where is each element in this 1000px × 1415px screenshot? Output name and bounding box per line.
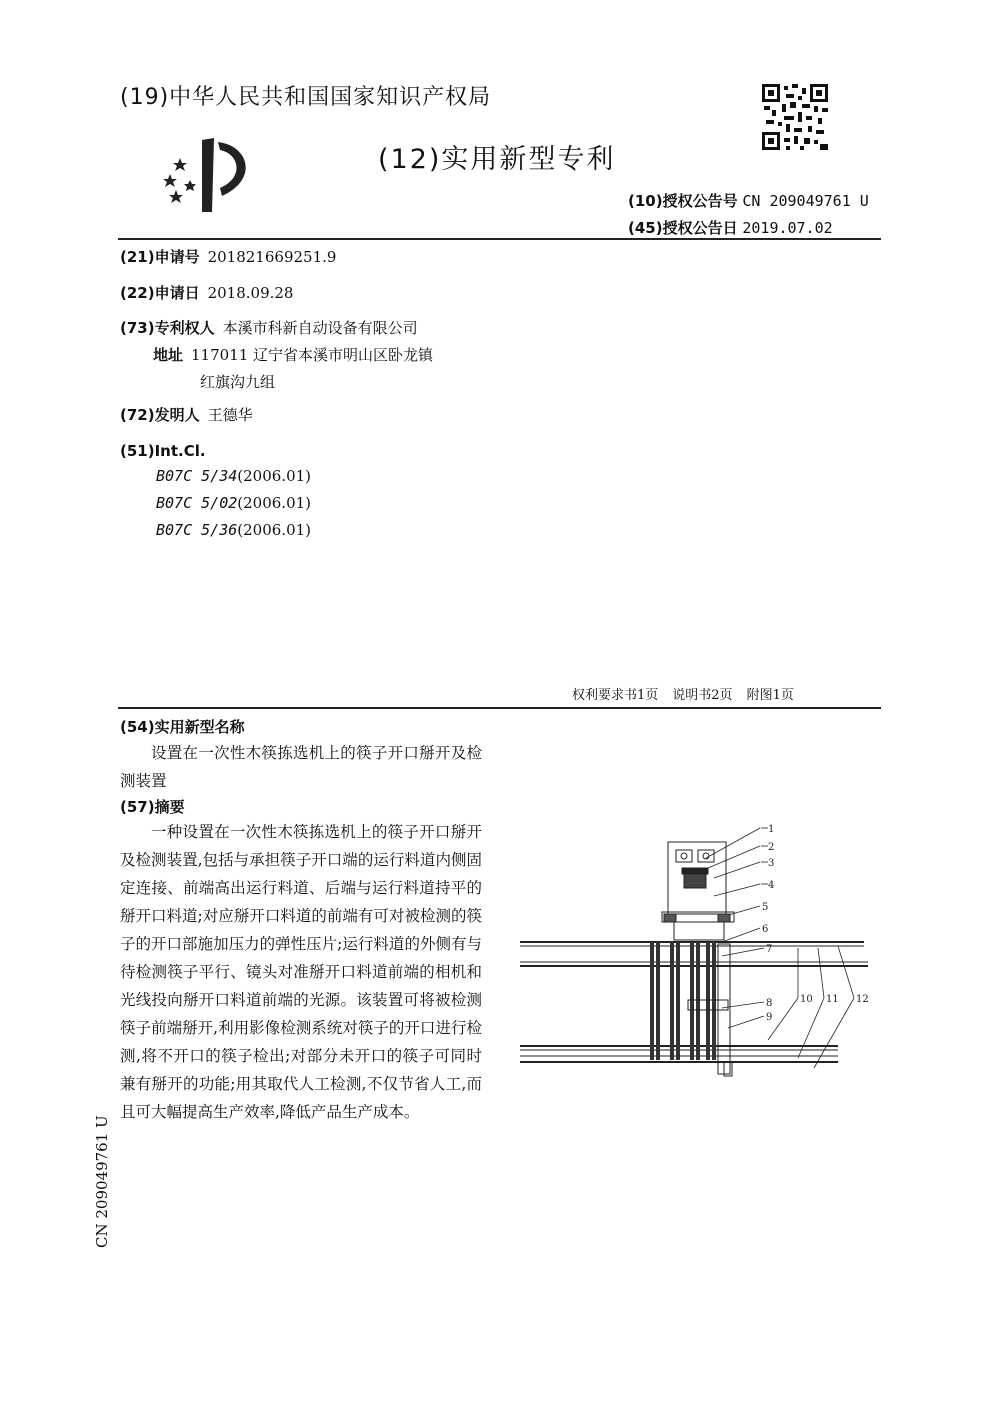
inventor-field [120, 404, 253, 426]
figure-label: 8 [766, 998, 773, 1009]
publication-date: 2019.07.02 [742, 219, 833, 237]
utility-model-title: 设置在一次性木筷拣选机上的筷子开口掰开及检测装置 [120, 744, 482, 790]
address-field [153, 344, 433, 366]
figure-label: 5 [762, 902, 769, 913]
chopstick-rows [650, 942, 716, 1060]
abstract-text: 一种设置在一次性木筷拣选机上的筷子开口掰开及检测装置,包括与承担筷子开口端的运行料道内侧固定连接、前端高出运行料道、后端与运行料道持平的掰开口料道;对应掰开口料道的前端有可对被检测的筷子的开口部施加压力的弹性压片;运行料道的外侧有与待检测筷子平行、镜头对准掰开口料道前端的相机和光线投向掰开口料道前端的光源。该装置可将被检测筷子前端掰开,利用影像检测系统对筷子的开口进行检测,将不开口的筷子检出;对部分未开口的筷子可同时兼有掰开的功能;用其取代人工检测,不仅节省人工,而且可大幅提高生产效率,降低产品生产成本。 [120, 823, 482, 1121]
figure-label: 2 [768, 842, 775, 853]
address-line-2-field [200, 371, 275, 393]
publication-number: CN 209049761 U [742, 192, 869, 210]
address-line-2: 红旗沟九组 [200, 373, 276, 391]
address-label: 地址 [153, 346, 184, 364]
ipc-field [120, 440, 206, 462]
publication-number-label: (10)授权公告号 [628, 192, 738, 210]
application-date-field [120, 282, 293, 304]
application-number-label: (21)申请号 [120, 248, 200, 266]
page-counts [572, 684, 808, 703]
address-line-1: 117011 辽宁省本溪市明山区卧龙镇 [191, 346, 434, 364]
publication-date-row [628, 217, 833, 238]
inventor: 王德华 [207, 406, 253, 424]
figure-label: 1 [768, 824, 775, 835]
figure-label: 11 [826, 994, 839, 1005]
abstract-label: (57)摘要 [120, 798, 185, 816]
publication-date-label: (45)授权公告日 [628, 219, 738, 237]
title-section-label: (54)实用新型名称 [120, 718, 245, 736]
ipc-entry [156, 521, 311, 539]
light-source-left [676, 850, 692, 862]
light-source-right [698, 850, 714, 862]
side-publication-number: CN 209049761 U [93, 1115, 111, 1248]
ipc-code: B07C 5/36 [156, 521, 238, 539]
application-number-field [120, 246, 336, 268]
description-page-count: 说明书2页 [672, 688, 733, 703]
patent-holder-field [120, 317, 418, 339]
ipc-code: B07C 5/02 [156, 494, 238, 512]
figure-label: 10 [800, 994, 813, 1005]
abstract-drawing [518, 818, 884, 1080]
patent-holder: 本溪市科新自动设备有限公司 [222, 319, 418, 337]
camera-lens-mount [682, 868, 708, 874]
ipc-version: (2006.01) [237, 521, 312, 539]
section-divider [118, 707, 881, 709]
leader-lines [706, 828, 854, 1068]
ipc-entry [156, 494, 311, 512]
application-number: 201821669251.9 [207, 248, 337, 266]
application-date-label: (22)申请日 [120, 284, 200, 302]
office-name: (19)中华人民共和国国家知识产权局 [120, 85, 492, 110]
application-date: 2018.09.28 [207, 284, 294, 302]
figure-label: 4 [768, 880, 775, 891]
publication-number-row [628, 190, 869, 211]
figure-label: 3 [768, 858, 775, 869]
claims-page-count: 权利要求书1页 [572, 688, 659, 703]
patent-holder-label: (73)专利权人 [120, 319, 215, 337]
figure-label: 7 [766, 944, 773, 955]
ipc-entry [156, 467, 311, 485]
ipc-code: B07C 5/34 [156, 467, 238, 485]
figure-label: 6 [762, 924, 769, 935]
document-type: (12)实用新型专利 [378, 144, 616, 175]
figure-label: 9 [766, 1012, 773, 1023]
bracket [674, 922, 724, 940]
ipc-label: (51)Int.Cl. [120, 442, 206, 460]
ipc-version: (2006.01) [237, 494, 312, 512]
header-divider [118, 238, 881, 240]
qr-code [762, 84, 828, 150]
ipc-version: (2006.01) [237, 467, 312, 485]
drawings-page-count: 附图1页 [746, 688, 794, 703]
cnipa-emblem [162, 136, 262, 214]
inventor-label: (72)发明人 [120, 406, 200, 424]
camera-lens [684, 874, 706, 888]
figure-label: 12 [856, 994, 869, 1005]
